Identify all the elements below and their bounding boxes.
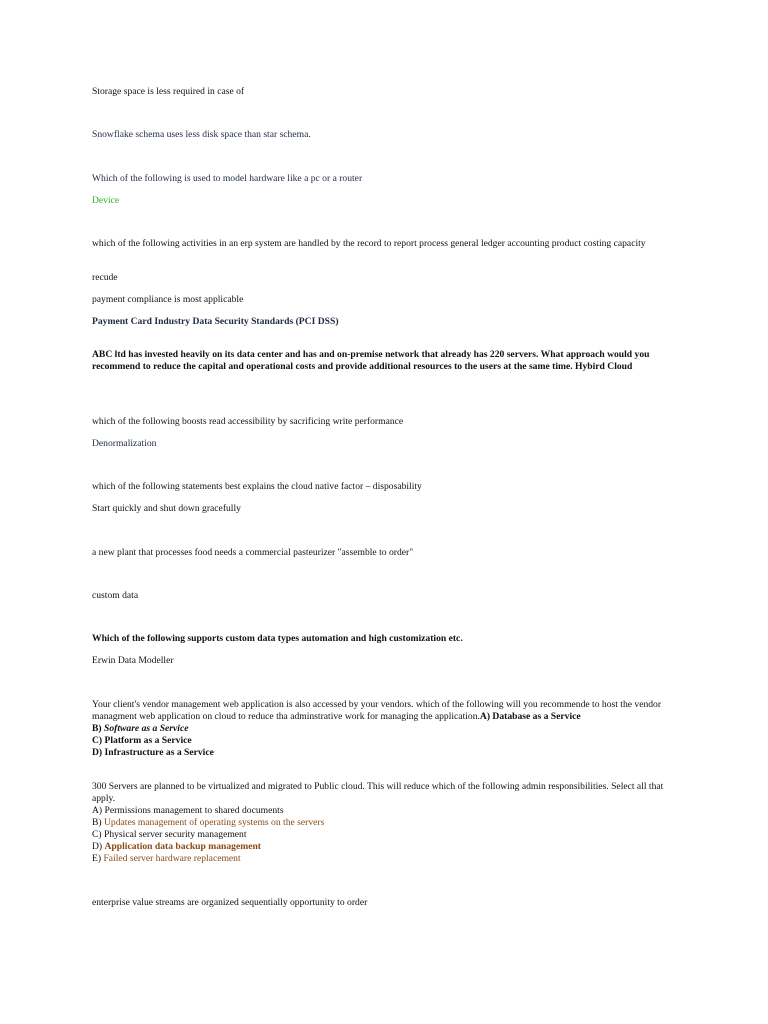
option-a: A) Database as a Service <box>479 711 581 722</box>
question-server-virtualization-text: 300 Servers are planned to be virtualized and migrated to Public cloud. This will reduce which of the following admin responsibilities. Select all that apply. <box>92 781 664 804</box>
question-server-virtualization <box>92 781 678 865</box>
question-disposability: which of the following statements best explains the cloud native factor – disposability <box>92 481 422 492</box>
question-erp-record-to-report: which of the following activities in an erp system are handled by the record to report process general ledger accounting product costing capacity <box>92 238 646 249</box>
answer-start-quickly: Start quickly and shut down gracefully <box>92 503 241 514</box>
option-b-text: Updates management of operating systems on the servers <box>104 817 325 828</box>
answer-denormalization: Denormalization <box>92 438 157 449</box>
answer-device: Device <box>92 195 120 206</box>
question-storage-space: Storage space is less required in case of <box>92 86 245 97</box>
option-d: D) Application data backup management <box>92 841 261 852</box>
option-b-text: Software as a Service <box>104 723 189 734</box>
answer-pci-dss: Payment Card Industry Data Security Standards (PCI DSS) <box>92 316 339 327</box>
option-b: B) Software as a Service <box>92 723 189 734</box>
answer-snowflake-schema: Snowflake schema uses less disk space than star schema. <box>92 129 311 140</box>
question-custom-data-types: Which of the following supports custom data types automation and high customization etc. <box>92 633 463 644</box>
answer-recude: recude <box>92 272 118 283</box>
option-e-text: Failed server hardware replacement <box>103 853 241 864</box>
option-d-text: Application data backup management <box>104 841 261 852</box>
option-c: C) Platform as a Service <box>92 735 192 746</box>
question-read-accessibility: which of the following boosts read accessibility by sacrificing write performance <box>92 416 404 427</box>
question-custom-data: custom data <box>92 590 139 601</box>
option-a: A) Permissions management to shared documents <box>92 805 284 816</box>
question-abc-ltd-hybrid-cloud: ABC ltd has invested heavily on its data center and has and on-premise network that already has 220 servers. What approach would you recommend to reduce the capital and operational costs and provide additional resources to the users at the same time. Hybird Cloud <box>92 349 650 372</box>
option-c: C) Physical server security management <box>92 829 247 840</box>
option-d: D) Infrastructure as a Service <box>92 747 214 758</box>
option-e: E) Failed server hardware replacement <box>92 853 241 864</box>
answer-erwin-data-modeller: Erwin Data Modeller <box>92 655 174 666</box>
option-b: B) Updates management of operating systems on the servers <box>92 817 325 828</box>
question-model-hardware: Which of the following is used to model hardware like a pc or a router <box>92 173 363 184</box>
question-vendor-management <box>92 699 678 759</box>
question-payment-compliance: payment compliance is most applicable <box>92 294 244 305</box>
question-value-streams: enterprise value streams are organized sequentially opportunity to order <box>92 897 368 908</box>
question-assemble-to-order: a new plant that processes food needs a commercial pasteurizer "assemble to order" <box>92 547 414 558</box>
document-page <box>92 0 678 1024</box>
question-vendor-management-text: Your client's vendor management web application is also accessed by your vendors. which of the following will you recommende to host the vendor managment web application on cloud to reduce tha adminstrative work for managing the application. <box>92 699 662 722</box>
